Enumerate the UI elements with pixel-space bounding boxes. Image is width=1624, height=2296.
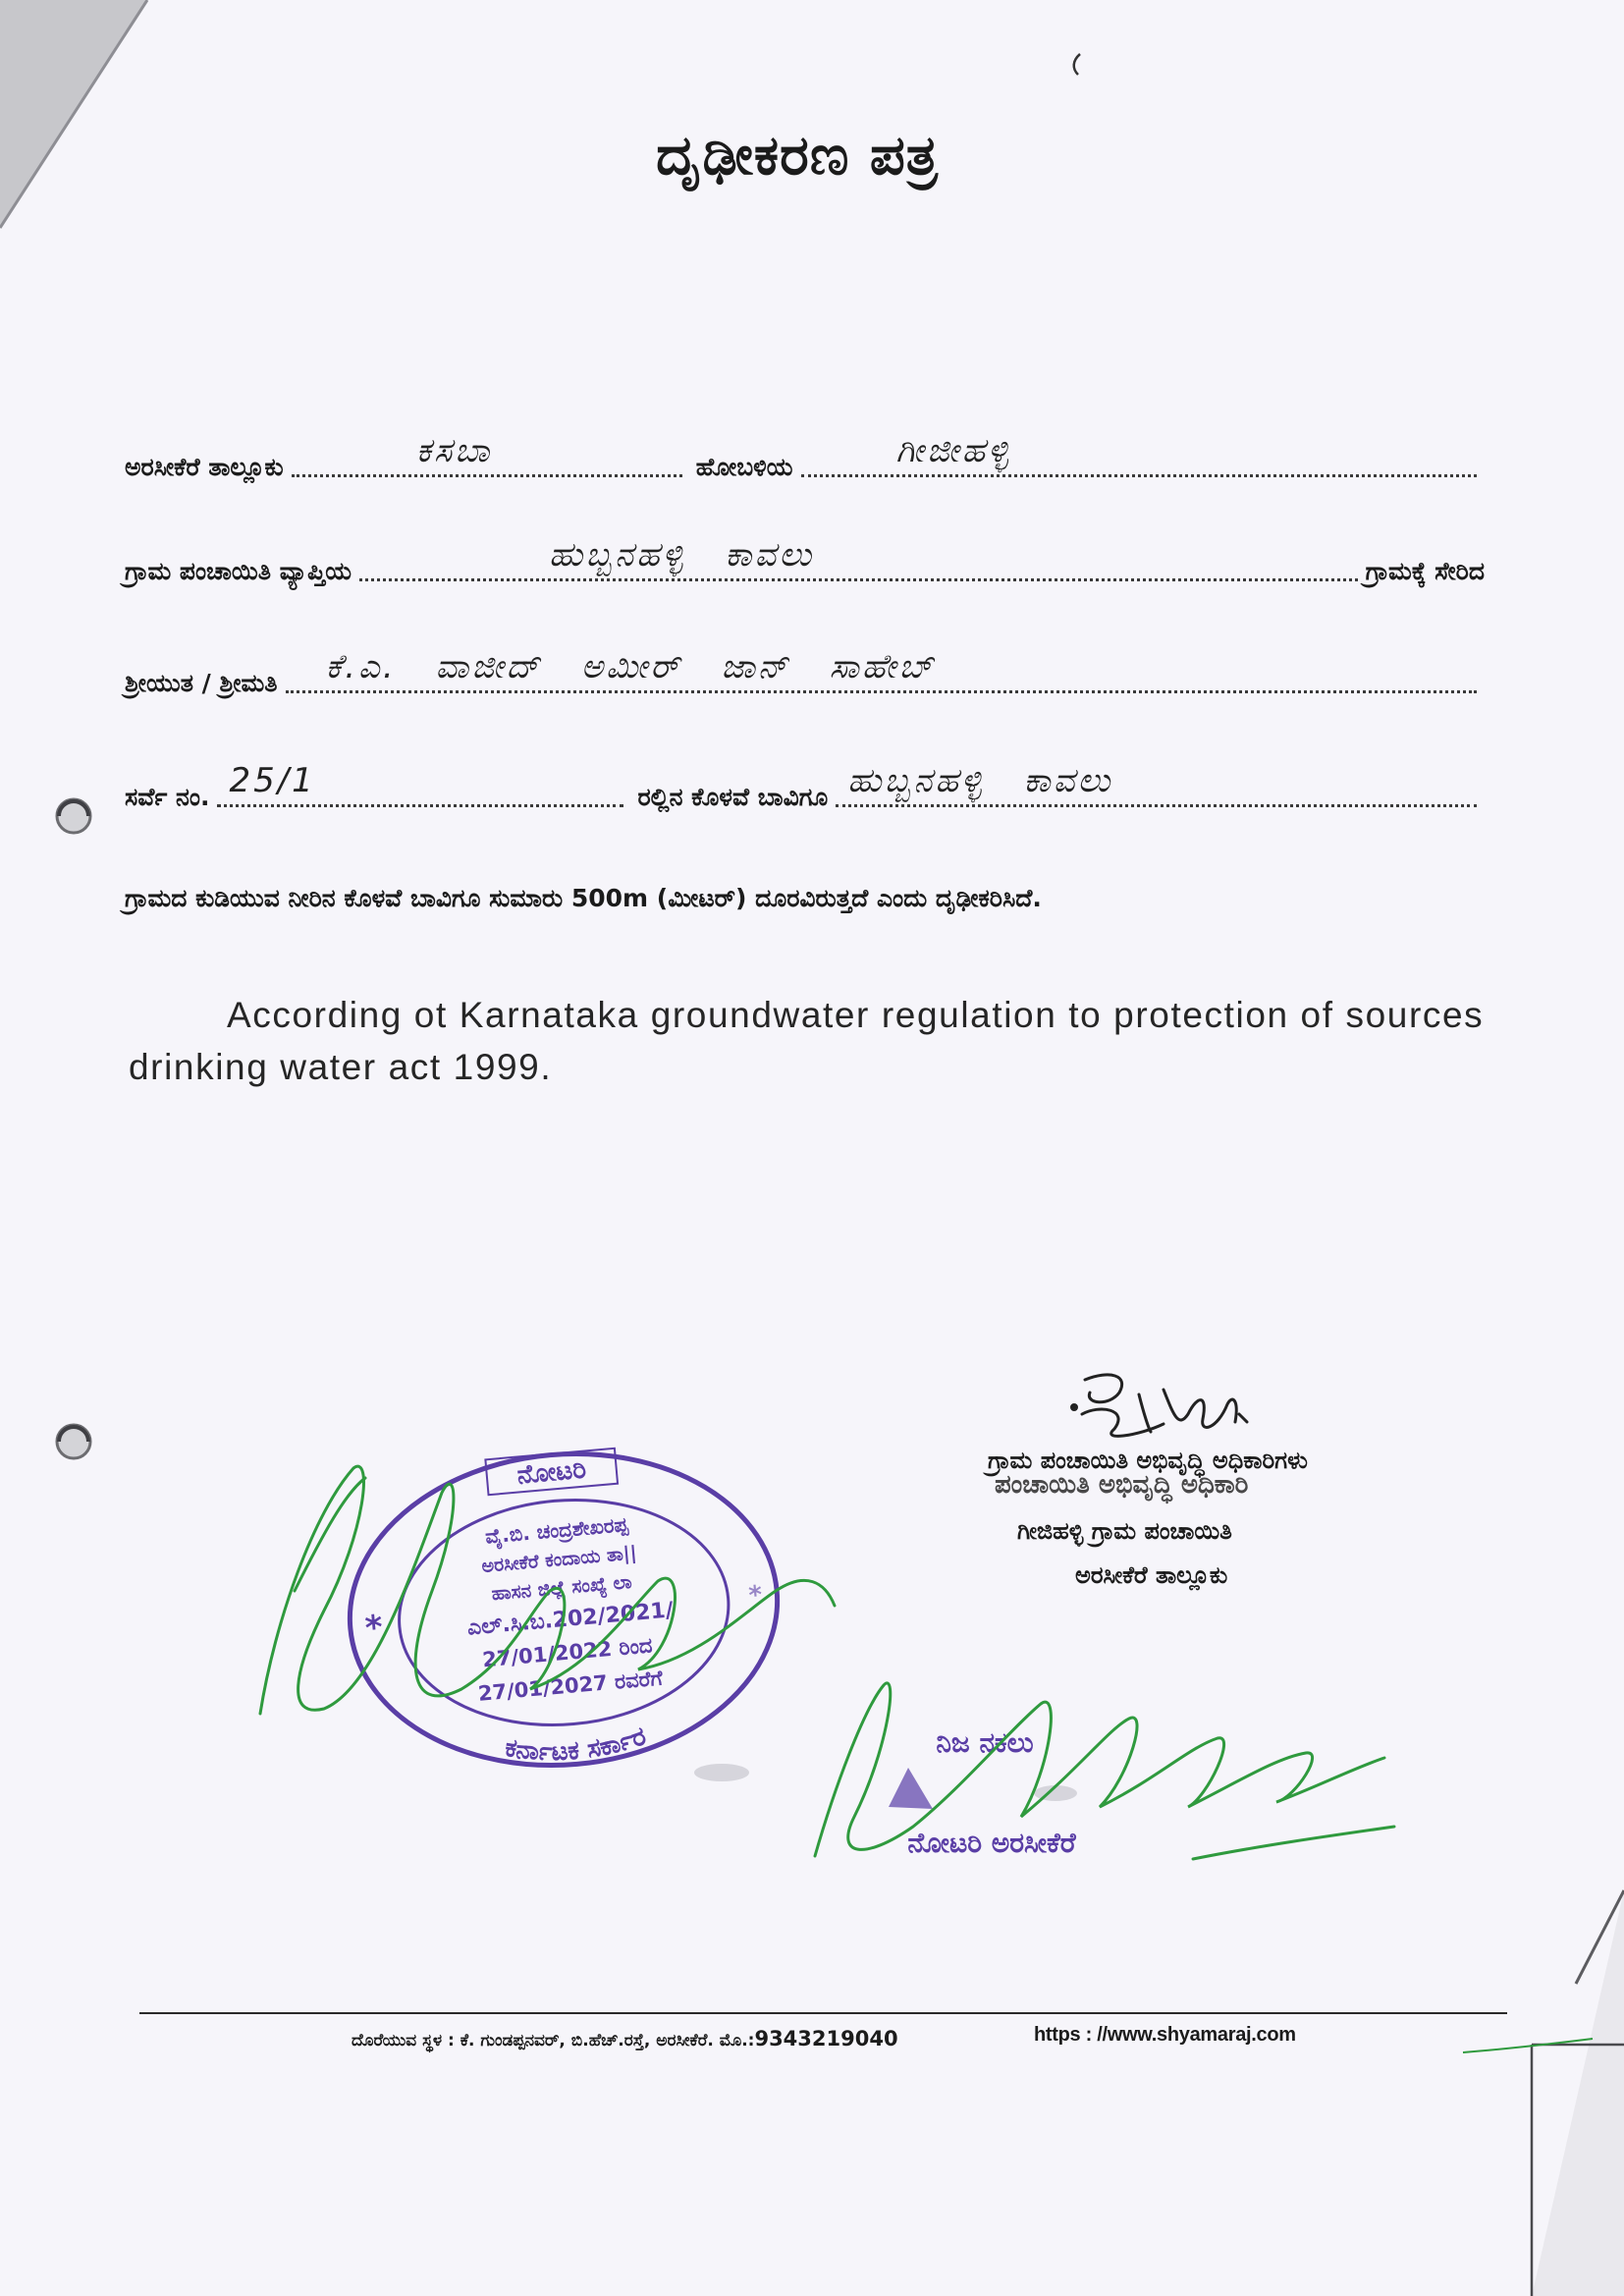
true-copy-stamp-line-2: ನೋಟರಿ ಅರಸೀಕೆರೆ — [907, 1827, 1076, 1859]
notary-seal-jurisdiction: ಅರಸೀಕೆರೆ ಕಂದಾಯ ತಾ|| — [480, 1542, 638, 1578]
document-title: ದೃಢೀಕರಣ ಪತ್ರ — [656, 124, 939, 188]
name-label: ಶ್ರೀಯುತ / ಶ್ರೀಮತಿ — [125, 669, 278, 697]
notary-seal-government-arc: ಕರ್ನಾಟಕ ಸರ್ಕಾರ — [503, 1721, 650, 1768]
notary-seal-heading: ನೋಟರಿ — [515, 1454, 588, 1491]
office-seal-stamp: ಪಂಚಾಯಿತಿ ಅಭಿವೃದ್ಧಿ ಅಧಿಕಾರಿ — [995, 1470, 1249, 1500]
village-field — [359, 535, 1358, 581]
stamp-ink-smudge — [889, 1768, 933, 1809]
notary-seal-ornament-right: * — [747, 1580, 764, 1612]
form-row-name — [125, 647, 1485, 699]
hobli-field — [292, 431, 682, 477]
notary-seal-inner-ring — [390, 1487, 738, 1738]
name-handwritten-value: ಕೆ.ಎ. ವಾಜೀದ್ ಅಮೀರ್ ಜಾನ್ ಸಾಹೇಬ್ — [325, 647, 936, 686]
notary-seal-government — [501, 1721, 651, 1772]
panchayat-field — [801, 431, 1477, 477]
form-row-survey — [125, 761, 1485, 813]
true-copy-stamp — [694, 1726, 1077, 1859]
taluk-label: ಅರಸೀಕೆರೆ ತಾಲ್ಲೂಕು — [125, 453, 284, 481]
bottom-right-fold — [1532, 1890, 1624, 2296]
footer-address-text: ದೊರೆಯುವ ಸ್ಥಳ : ಕೆ. ಗುಂಡಪ್ಪನವರ್, ಬಿ.ಹೆಚ್.ರಸ್ತೆ, ಅರಸೀಕೆರೆ. ಮೊ.: — [352, 2031, 755, 2050]
signatory-panchayat: ಗೀಜಿಹಳ್ಳಿ ಗ್ರಾಮ ಪಂಚಾಯಿತಿ — [1017, 1517, 1232, 1545]
panchayat-handwritten-value: ಗೀಜೀಹಳ್ಳಿ — [895, 431, 1011, 470]
survey-label: ಸರ್ವೆ ನಂ. — [125, 783, 210, 811]
officer-signature — [1072, 1375, 1248, 1436]
form-row-panchayat — [125, 535, 1485, 587]
punch-hole-lower — [57, 1425, 90, 1458]
notary-seal — [337, 1436, 790, 1784]
footer-url: https : //www.shyamaraj.com — [1034, 2024, 1296, 2046]
notary-seal-outer-ring — [337, 1437, 790, 1783]
english-note-line-1: According ot Karnataka groundwater regulation to protection of sources — [227, 995, 1485, 1035]
borewell-field — [836, 761, 1477, 807]
notary-seal-ornament-left: * — [363, 1608, 385, 1649]
notary-seal-reg-no: ಎಲ್.ಸಿ.ಬ.202/2021/ — [466, 1598, 675, 1641]
footer-divider — [139, 2012, 1507, 2014]
village-suffix-label: ಗ್ರಾಮಕ್ಕೆ ಸೇರಿದ — [1365, 557, 1485, 585]
certification-sentence: ಗ್ರಾಮದ ಕುಡಿಯುವ ನೀರಿನ ಕೊಳವೆ ಬಾವಿಗೂ ಸುಮಾರು 500m (ಮೀಟರ್) ದೂರವಿರುತ್ತದೆ ಎಂದು ದೃಢೀಕರಿಸಿದೆ. — [125, 884, 1042, 912]
name-field — [286, 647, 1477, 693]
hobli-handwritten-value: ಕಸಬಾ — [415, 431, 493, 470]
notary-seal-valid-to: 27/01/2027 ರವರೆಗೆ — [476, 1666, 664, 1706]
notary-signature-on-seal — [260, 1466, 835, 1714]
pen-mark — [1074, 54, 1080, 75]
notary-seal-valid-from: 27/01/2022 ರಿಂದ — [481, 1633, 654, 1672]
borewell-label: ರಲ್ಲಿನ ಕೊಳವೆ ಬಾವಿಗೂ — [637, 783, 829, 811]
bottom-right-fold-edge — [1576, 1890, 1624, 1984]
notary-seal-name: ವೈ.ಬಿ. ಚಂದ್ರಶೇಖರಪ್ಪ — [484, 1511, 629, 1549]
survey-field — [217, 761, 623, 807]
grey-ink-smudge-right — [1034, 1785, 1077, 1801]
notary-signature-on-copy — [815, 1683, 1394, 1859]
signatory-taluk: ಅರಸೀಕೆರೆ ತಾಲ್ಲೂಕು — [1075, 1561, 1228, 1589]
notary-seal-district: ಹಾಸನ ಜಿಲ್ಲೆ ಸಂಖ್ಯೆ ಲಾ — [490, 1570, 633, 1606]
footer-phone: 9343219040 — [754, 2027, 898, 2050]
borewell-handwritten-value: ಹುಬ್ಬನಹಳ್ಳಿ ಕಾವಲು — [847, 761, 1113, 800]
top-left-fold-edge — [0, 0, 147, 228]
top-left-fold — [0, 0, 147, 228]
panchayat-label: ಗ್ರಾಮ ಪಂಚಾಯಿತಿ ವ್ಯಾಪ್ತಿಯ — [125, 557, 352, 585]
true-copy-stamp-line-1: ನಿಜ ನಕಲು — [936, 1726, 1034, 1759]
green-pen-stroke-footer — [1463, 2039, 1593, 2052]
english-note-line-2: drinking water act 1999. — [129, 1047, 553, 1087]
footer-address — [352, 2027, 898, 2050]
survey-handwritten-value: 25/1 — [229, 761, 316, 800]
form-row-taluk — [125, 431, 1485, 483]
grey-ink-smudge-left — [694, 1764, 749, 1781]
notary-seal-heading-box — [485, 1449, 618, 1495]
hobli-label: ಹೋಬಳಿಯ — [695, 453, 793, 481]
signatory-designation: ಗ್ರಾಮ ಪಂಚಾಯಿತಿ ಅಭಿವೃದ್ಧಿ ಅಧಿಕಾರಿಗಳು — [988, 1447, 1308, 1474]
punch-hole-upper — [57, 799, 90, 833]
village-handwritten-value: ಹುಬ್ಬನಹಳ್ಳಿ ಕಾವಲು — [548, 535, 815, 574]
